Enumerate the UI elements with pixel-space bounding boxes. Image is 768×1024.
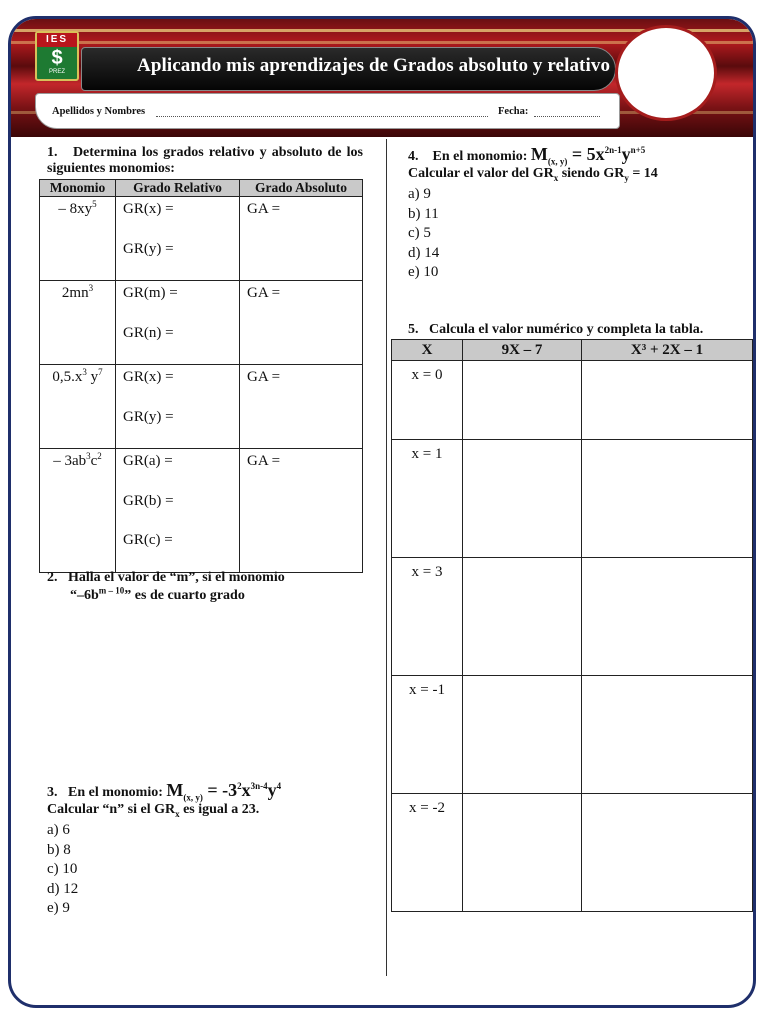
answer-option[interactable]: e) 9 xyxy=(47,900,70,916)
question-4-monomial: $M_{(x, y)} = 5x^{2n-1}y^{n+5}$ xyxy=(530,144,646,167)
gr-label: GR(x) = xyxy=(123,201,174,217)
answer-cell-cubic[interactable] xyxy=(582,676,753,794)
question-2: 2. Halla el valor de “m”, si el monomio “$-6b^{m - 10}$” es de cuarto grado xyxy=(47,570,285,603)
x-value-cell: x = 0 xyxy=(392,361,463,440)
gr-label: GR(y) = xyxy=(123,240,174,257)
x-value-cell: x = 1 xyxy=(392,440,463,558)
table-row xyxy=(392,361,753,440)
col-header-9x-7: 9X – 7 xyxy=(463,340,582,361)
answer-cell-cubic[interactable] xyxy=(582,440,753,558)
answer-option[interactable]: d) 14 xyxy=(408,244,440,261)
answer-option[interactable]: c) 5 xyxy=(408,225,431,241)
answer-cell-9x-7[interactable] xyxy=(463,440,582,558)
answer-cell-cubic[interactable] xyxy=(582,558,753,676)
question-1: 1. Determina los grados relativo y absoluto de los siguientes monomios: xyxy=(47,145,363,176)
answer-cell-cubic[interactable] xyxy=(582,794,753,912)
answer-option[interactable]: a) 9 xyxy=(408,186,431,202)
name-field[interactable] xyxy=(156,116,488,117)
answer-option[interactable]: a) 6 xyxy=(47,822,70,838)
question-4: 4. En el monomio: $M_{(x, y)} = 5x^{2n-1}y^{n+5}$ Calcular el valor del $GR_x$ siendo $GR_y = 14$ xyxy=(408,144,658,183)
grado-relativo-cell[interactable] xyxy=(116,197,240,281)
question-4-options xyxy=(408,185,439,283)
grado-relativo-cell[interactable] xyxy=(116,449,240,573)
header-banner xyxy=(11,19,756,137)
table-row xyxy=(392,558,753,676)
date-field[interactable] xyxy=(534,116,600,117)
grado-absoluto-cell[interactable]: GA = xyxy=(240,365,363,449)
degrees-table xyxy=(39,179,363,573)
column-divider xyxy=(386,139,387,976)
gr-label: GR(x) = xyxy=(123,369,174,385)
student-info-bar xyxy=(35,93,620,129)
col-header-monomio: Monomio xyxy=(40,180,116,197)
grado-relativo-cell[interactable] xyxy=(116,281,240,365)
table-row xyxy=(40,197,363,281)
grado-absoluto-cell[interactable]: GA = xyxy=(240,449,363,573)
answer-cell-9x-7[interactable] xyxy=(463,676,582,794)
grado-relativo-cell[interactable] xyxy=(116,365,240,449)
gr-label: GR(n) = xyxy=(123,324,174,341)
col-header-x: X xyxy=(392,340,463,361)
question-5-text: Calcula el valor numérico y completa la tabla. xyxy=(429,322,704,337)
gr-label: GR(c) = xyxy=(123,532,173,548)
question-1-text: Determina los grados relativo y absoluto de los siguientes monomios: xyxy=(47,145,363,176)
table-row xyxy=(40,365,363,449)
answer-option[interactable]: e) 10 xyxy=(408,264,439,280)
x-value-cell: x = -1 xyxy=(392,676,463,794)
answer-option[interactable]: b) 8 xyxy=(47,841,71,858)
x-value-cell: x = 3 xyxy=(392,558,463,676)
answer-option[interactable]: b) 11 xyxy=(408,205,439,222)
answer-option[interactable]: d) 12 xyxy=(47,880,79,897)
table-row xyxy=(392,440,753,558)
title-bar xyxy=(81,47,616,91)
col-header-cubic: X³ + 2X – 1 xyxy=(582,340,753,361)
gr-label: GR(a) = xyxy=(123,453,173,469)
gr-label: GR(b) = xyxy=(123,492,174,509)
table-row xyxy=(40,449,363,573)
question-5: 5. Calcula el valor numérico y completa la tabla. xyxy=(408,322,704,337)
col-header-grado-absoluto: Grado Absoluto xyxy=(240,180,363,197)
school-logo: IES $ PREZ xyxy=(35,31,79,81)
gr-label: GR(m) = xyxy=(123,285,178,301)
date-label: Fecha: xyxy=(498,106,529,117)
question-3-monomial: $M_{(x, y)} = -3^2x^{3n-4}y^4$ xyxy=(166,780,282,803)
col-header-grado-relativo: Grado Relativo xyxy=(116,180,240,197)
question-3: 3. En el monomio: $M_{(x, y)} = -3^2x^{3n-4}y^4$ Calcular “n” si el $GR_x$ es igual a 23. xyxy=(47,780,282,819)
name-label: Apellidos y Nombres xyxy=(52,106,146,117)
monomial-cell: $0,5.x^3$ $y^7$ xyxy=(40,365,116,449)
x-value-cell: x = -2 xyxy=(392,794,463,912)
answer-cell-cubic[interactable] xyxy=(582,361,753,440)
grado-absoluto-cell[interactable]: GA = xyxy=(240,197,363,281)
answer-cell-9x-7[interactable] xyxy=(463,558,582,676)
grado-absoluto-cell[interactable]: GA = xyxy=(240,281,363,365)
worksheet-frame xyxy=(8,16,756,1008)
answer-cell-9x-7[interactable] xyxy=(463,361,582,440)
answer-option[interactable]: c) 10 xyxy=(47,861,78,877)
table-row xyxy=(40,281,363,365)
question-2-line1: Halla el valor de “m”, si el monomio xyxy=(68,570,285,585)
photo-circle xyxy=(615,25,717,121)
question-3-options xyxy=(47,821,78,919)
monomial-cell: $2mn^3$ xyxy=(40,281,116,365)
monomial-cell: – $8xy^5$ xyxy=(40,197,116,281)
numeric-value-table xyxy=(391,339,753,912)
page-title: Aplicando mis aprendizajes de Grados absoluto y relativo xyxy=(137,55,611,76)
monomial-cell: – $3ab^3c^2$ xyxy=(40,449,116,573)
table-row xyxy=(392,676,753,794)
table-row xyxy=(392,794,753,912)
answer-cell-9x-7[interactable] xyxy=(463,794,582,912)
gr-label: GR(y) = xyxy=(123,408,174,425)
